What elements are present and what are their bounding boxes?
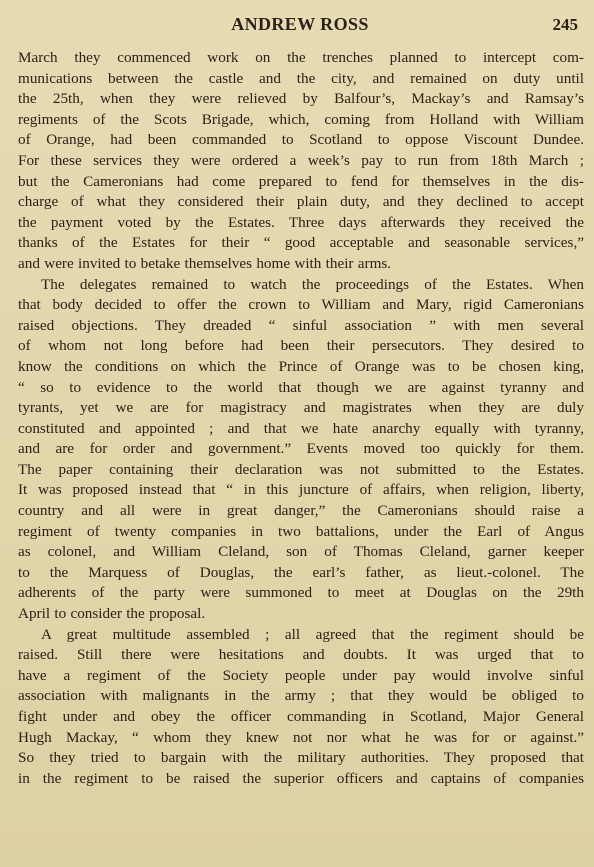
- paragraph: [18, 275, 584, 625]
- text-line: adherents of the party were summoned to meet at Douglas on the 29th: [18, 584, 584, 602]
- text-line: tyrants, yet we are for magistracy and magistrates when they are duly: [18, 399, 584, 417]
- text-line: The paper containing their declaration was not submitted to the Estates.: [18, 460, 584, 478]
- running-title: ANDREW ROSS: [231, 14, 369, 34]
- text-line: and are for order and government.” Events moved too quickly for them.: [18, 440, 584, 458]
- text-line: “ so to evidence to the world that though we are against tyranny and: [18, 378, 584, 396]
- text-line: raised objections. They dreaded “ sinful association ” with men several: [18, 316, 584, 334]
- text-line: April to consider the proposal.: [18, 605, 206, 623]
- text-line: but the Cameronians had come prepared to fend for themselves in the dis-: [18, 172, 584, 190]
- text-line: of Orange, had been commanded to Scotland to oppose Viscount Dundee.: [18, 131, 584, 149]
- running-head: [18, 14, 582, 40]
- text-line: to the Marquess of Douglas, the earl’s father, as lieut.-colonel. The: [18, 563, 584, 581]
- text-line: country and all were in great danger,” the Cameronians should raise a: [18, 502, 584, 520]
- text-line: as colonel, and William Cleland, son of Thomas Cleland, garner keeper: [18, 543, 584, 561]
- text-line: A great multitude assembled ; all agreed that the regiment should be: [41, 625, 584, 643]
- text-line: in the regiment to be raised the superior officers and captains of companies: [18, 769, 584, 787]
- text-line: that body decided to offer the crown to William and Mary, rigid Cameronians: [18, 296, 584, 314]
- text-line: Hugh Mackay, “ whom they knew not nor what he was for or against.”: [18, 728, 584, 746]
- body-text: [18, 48, 584, 789]
- text-line: It was proposed instead that “ in this juncture of affairs, when religion, liberty,: [18, 481, 584, 499]
- text-line: charge of what they considered their plain duty, and they declined to accept: [18, 193, 584, 211]
- text-line: So they tried to bargain with the military authorities. They proposed that: [18, 749, 584, 767]
- page-number: 245: [552, 15, 578, 34]
- text-line: of whom not long before had been their persecutors. They desired to: [18, 337, 584, 355]
- text-line: know the conditions on which the Prince of Orange was to be chosen king,: [18, 357, 584, 375]
- text-line: fight under and obey the officer commanding in Scotland, Major General: [18, 708, 584, 725]
- text-line: constituted and appointed ; and that we hate anarchy equally with tyranny,: [18, 419, 584, 437]
- text-line: the payment voted by the Estates. Three days afterwards they received the: [18, 213, 584, 231]
- text-line: March they commenced work on the trenches planned to intercept com-: [18, 49, 584, 66]
- text-line: regiments of the Scots Brigade, which, coming from Holland with William: [18, 110, 584, 128]
- text-line: The delegates remained to watch the proceedings of the Estates. When: [41, 275, 584, 293]
- text-line: regiment of twenty companies in two battalions, under the Earl of Angus: [18, 522, 584, 540]
- text-line: raised. Still there were hesitations and doubts. It was urged that to: [18, 646, 584, 664]
- text-line: thanks of the Estates for their “ good acceptable and seasonable services,”: [18, 234, 584, 252]
- paragraph: [18, 48, 584, 275]
- paragraph: [18, 625, 584, 790]
- text-line: and were invited to betake themselves home with their arms.: [18, 254, 392, 272]
- text-line: association with malignants in the army ; that they would be obliged to: [18, 687, 584, 705]
- text-line: munications between the castle and the city, and remained on duty until: [18, 69, 584, 87]
- text-line: the 25th, when they were relieved by Balfour’s, Mackay’s and Ramsay’s: [18, 90, 584, 108]
- text-line: For these services they were ordered a week’s pay to run from 18th March ;: [18, 151, 584, 169]
- text-line: have a regiment of the Society people under pay would involve sinful: [18, 666, 584, 684]
